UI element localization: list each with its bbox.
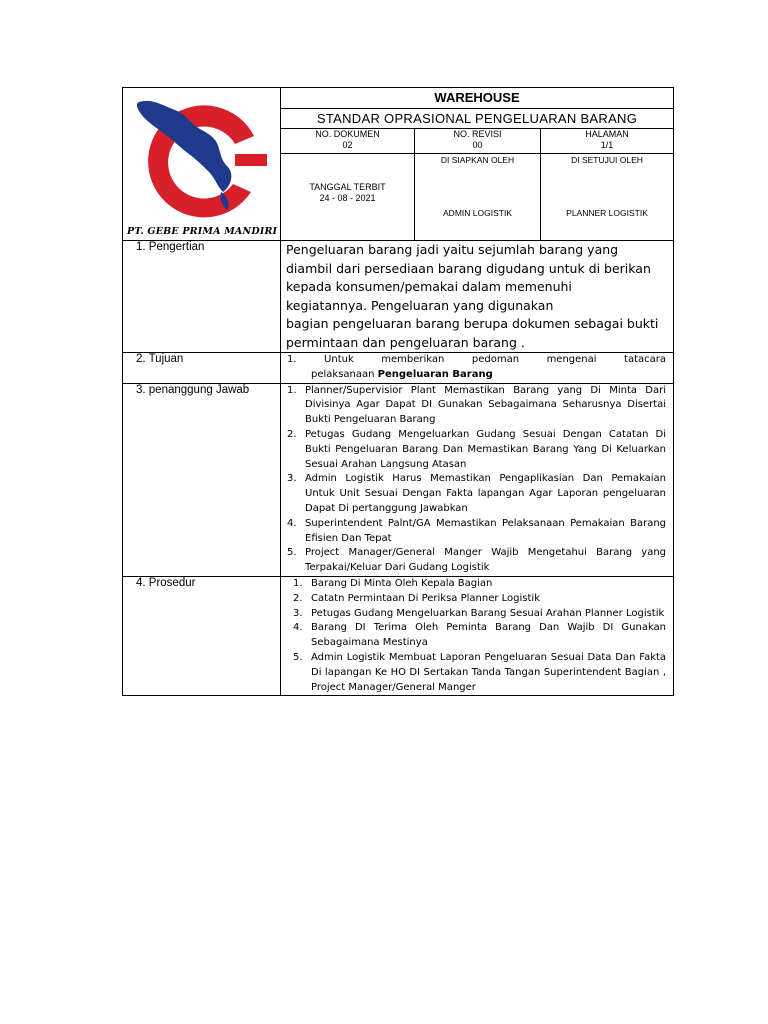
tujuan-line2: pelaksanaan [311,368,375,380]
list-item [281,472,666,516]
tujuan-label: 2. Tujuan [123,353,281,384]
list-number: 2. [293,592,303,604]
list-number: 3. [287,473,297,485]
prosedur-list [281,577,673,695]
pengertian-label: 1. Pengertian [123,241,281,353]
no-revisi-value: 00 [472,140,483,150]
tujuan-word: Untuk [324,354,354,365]
no-dokumen-cell [281,129,415,154]
pengertian-line: permintaan dan pengeluaran barang . [286,334,525,350]
prosedur-list-cell [281,576,674,695]
pengertian-line: diambil dari persediaan barang digudang untuk di berikan [286,260,651,276]
penanggung-list-cell [281,383,674,576]
tujuan-text [281,353,674,384]
disiapkan-value: ADMIN LOGISTIK [443,208,512,218]
halaman-cell [541,129,674,154]
list-number: 1. [287,384,297,396]
list-number: 3. [293,607,303,619]
disetujui-label: DI SETUJUI OLEH [571,155,643,165]
no-dokumen-value: 02 [342,140,353,150]
disiapkan-label: DI SIAPKAN OLEH [440,155,515,165]
pengertian-line: kegiatannya. Pengeluaran yang digunakan [286,297,554,313]
list-text: Admin Logistik Harus Memastikan Pengaplikasian Dan Pemakaian Untuk Unit Sesuai Dengan Fakta lapangan Agar Laporan pengeluaran Dapat Di pertanggung Jawabkan [305,473,667,514]
list-number: 5. [293,651,303,663]
list-text: Barang DI Terima Oleh Peminta Barang Dan Wajib DI Gunakan Sebagaimana Mestinya [311,622,667,649]
list-number: 4. [293,622,303,634]
halaman-value: 1/1 [600,140,614,150]
list-item [281,651,666,695]
tujuan-word: memberikan [381,354,445,365]
department-title: WAREHOUSE [281,88,674,109]
tujuan-word: tatacara [624,354,667,365]
tanggal-label: TANGGAL TERBIT [309,182,386,192]
logo-bar [235,154,267,166]
list-item [281,517,666,547]
disetujui-cell [541,154,674,241]
company-logo [123,88,279,228]
list-text: Admin Logistik Membuat Laporan Pengeluaran Sesuai Data Dan Fakta Di lapangan Ke HO DI Sertakan Tanda Tangan Superintendent Bagian , Project Manager/General Manger [311,651,667,693]
list-text: Barang Di Minta Oleh Kepala Bagian [311,577,493,589]
sop-document-table [122,87,674,696]
list-number: 2. [287,428,297,440]
tujuan-word: mengenai [546,354,597,365]
list-text: Superintendent Palnt/GA Memastikan Pelaksanaan Pemakaian Barang Efisien Dan Tepat [305,517,667,544]
tanggal-value: 24 - 08 - 2021 [319,193,376,203]
tujuan-number: 1. [287,354,297,365]
list-item [281,577,666,592]
list-text: Planner/Supervisior Plant Memastikan Barang yang Di Minta Dari Divisinya Agar Dapat DI Gunakan Sebagaimana Seharusnya Disertai Bukti Pengeluaran Barang [305,384,667,426]
list-text: Catatn Permintaan Di Periksa Planner Logistik [311,592,540,604]
list-item [281,621,666,651]
pengertian-line: bagian pengeluaran barang berupa dokumen sebagai bukti [286,316,659,331]
list-item [281,428,666,472]
disetujui-value: PLANNER LOGISTIK [566,208,648,218]
tujuan-word: pedoman [471,354,520,365]
company-name: PT. GEBE PRIMA MANDIRI [127,226,278,237]
list-number: 1. [293,577,303,589]
list-item [281,384,666,428]
document-title: STANDAR OPRASIONAL PENGELUARAN BARANG [281,109,674,129]
penanggung-label: 3. penanggung Jawab [123,383,281,576]
pengertian-text [281,241,674,353]
halaman-label: HALAMAN [585,129,629,139]
pengertian-line: Pengeluaran barang jadi yaitu sejumlah barang yang [286,242,619,257]
pengertian-line: kepada konsumen/pemakai dalam memenuhi [286,279,572,294]
no-revisi-label: NO. REVISI [453,129,502,139]
penanggung-list [281,384,673,576]
tujuan-line2-bold: Pengeluaran Barang [377,368,493,380]
list-item [281,592,666,607]
no-revisi-cell [415,129,541,154]
list-number: 4. [287,517,297,529]
no-dokumen-label: NO. DOKUMEN [315,129,380,139]
prosedur-label: 4. Prosedur [123,576,281,695]
company-logo-cell [123,88,281,241]
list-item [281,607,666,622]
tanggal-cell [281,154,415,241]
list-number: 5. [287,547,297,559]
disiapkan-cell [415,154,541,241]
list-text: Petugas Gudang Mengeluarkan Gudang Sesuai Dengan Catatan Di Bukti Pengeluaran Barang Dan Memastikan Barang Yang Di Keluarkan Sesuai Arahan Langsung Atasan [305,428,667,470]
list-text: Petugas Gudang Mengeluarkan Barang Sesuai Arahan Planner Logistik [311,607,665,619]
list-item [281,546,666,576]
list-text: Project Manager/General Manger Wajib Mengetahui Barang yang Terpakai/Keluar Dari Gudang Logistik [305,547,667,574]
